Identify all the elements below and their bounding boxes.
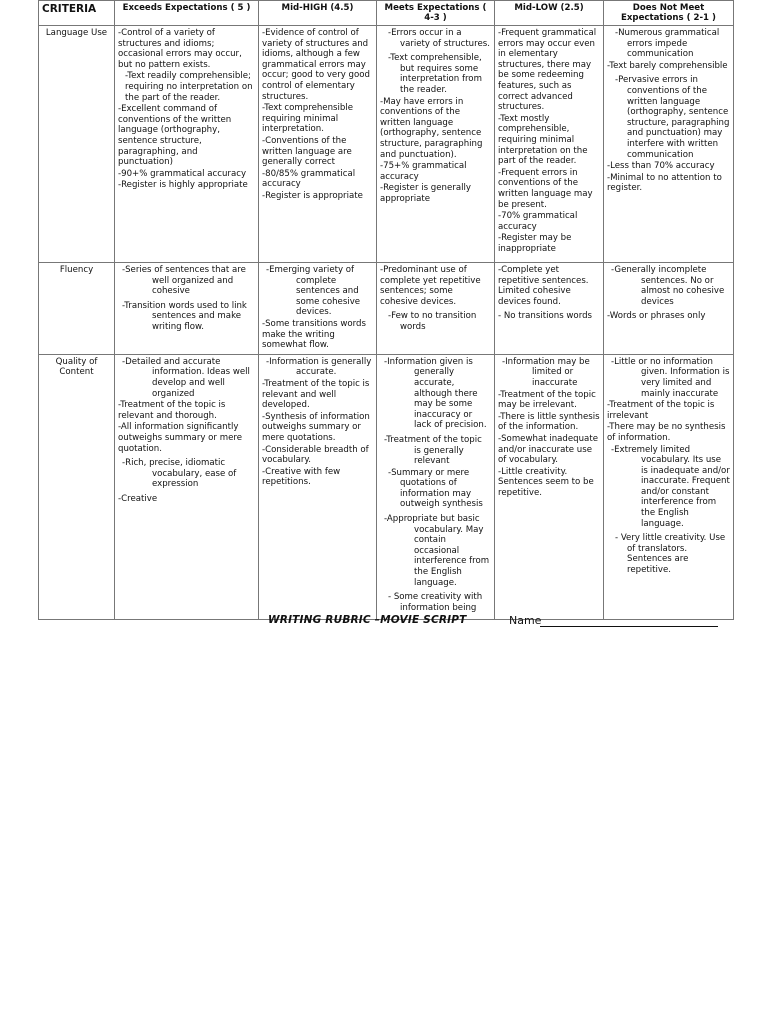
cell-line: -Treatment of the topic is generally relevant xyxy=(384,434,482,467)
criteria-language-use: Language Use xyxy=(39,26,115,263)
cell-line: -Transition words used to link sentences and make writing flow. xyxy=(122,300,247,332)
cell-language-meets xyxy=(377,26,495,263)
cell-line: -90+% grammatical accuracy xyxy=(118,168,247,179)
row-fluency xyxy=(39,263,734,355)
cell-line: -Text mostly comprehensible, requiring minimal interpretation on the part of the reader. xyxy=(498,113,588,167)
header-row xyxy=(39,1,734,26)
cell-fluency-exceeds xyxy=(115,263,259,355)
cell-line: -Series of sentences that are well organized and cohesive xyxy=(122,265,246,297)
cell-line: -Text comprehensible requiring minimal interpretation. xyxy=(262,103,354,135)
criteria-quality-of-content: Quality of Content xyxy=(39,354,115,619)
cell-fluency-meets xyxy=(377,263,495,355)
cell-line: -Control of a variety of structures and idioms; occasional errors may occur, but no pattern exists. xyxy=(118,28,242,70)
cell-line: -May have errors in conventions of the written language (orthography, sentence structure, paragraphing and punctuation). xyxy=(380,96,483,160)
cell-line: -Information is generally accurate. xyxy=(266,356,372,378)
cell-quality-doesnot xyxy=(604,354,734,619)
header-exceeds: Exceeds Expectations ( 5 ) xyxy=(115,1,259,26)
cell-line: -Register is generally appropriate xyxy=(380,183,471,204)
cell-line: -Evidence of control of variety of structures and idioms, although a few grammatical errors may occur; good to very good control of elementary structures. xyxy=(262,28,370,102)
cell-language-exceeds xyxy=(115,26,259,263)
cell-line: -Rich, precise, idiomatic vocabulary, ease of expression xyxy=(122,458,237,490)
cell-line: -Less than 70% accuracy xyxy=(607,161,715,172)
cell-line: -Predominant use of complete yet repetitive sentences; some cohesive devices. xyxy=(380,265,481,307)
cell-line: -Treatment of the topic is relevant and thorough. xyxy=(118,400,226,421)
cell-line: -80/85% grammatical accuracy xyxy=(262,168,356,190)
cell-line: -Summary or mere quotations of information may outweigh synthesis xyxy=(388,467,483,510)
cell-line: -Complete yet repetitive sentences. Limited cohesive devices found. xyxy=(498,265,589,307)
cell-line: -Text comprehensible, but requires some interpretation from the reader. xyxy=(388,53,482,95)
cell-line: -Emerging variety of complete sentences and some cohesive devices. xyxy=(266,265,361,318)
cell-line: - No transitions words xyxy=(498,311,593,322)
row-quality-of-content xyxy=(39,354,734,619)
cell-language-midlow xyxy=(495,26,604,263)
rubric-title: WRITING RUBRIC –MOVIE SCRIPT xyxy=(268,614,467,626)
rubric-table xyxy=(38,0,734,620)
cell-line: -Synthesis of information outweighs summary or mere quotations. xyxy=(262,411,370,443)
header-criteria: CRITERIA xyxy=(39,1,115,26)
criteria-fluency: Fluency xyxy=(39,263,115,355)
cell-line: -Information given is generally accurate, although there may be some inaccuracy or lack of precision. xyxy=(384,356,487,431)
cell-line: -Register may be inappropriate xyxy=(498,233,572,254)
cell-line: -All information significantly outweighs summary or mere quotation. xyxy=(118,422,242,454)
cell-line: -Little or no information given. Information is very limited and mainly inaccurate xyxy=(611,356,730,399)
cell-line: -Detailed and accurate information. Ideas well develop and well organized xyxy=(122,356,250,399)
cell-line: -Treatment of the topic is irrelevant xyxy=(607,400,715,421)
cell-line: -Frequent grammatical errors may occur even in elementary structures, there may be some redeeming features, such as correct advanced structures. xyxy=(498,28,597,113)
cell-line: -Treatment of the topic is relevant and well developed. xyxy=(262,378,370,411)
cell-line: -Excellent command of conventions of the written language (orthography, sentence structure, paragraphing, and punctuation) xyxy=(118,104,232,168)
cell-line: -Frequent errors in conventions of the written language may be present. xyxy=(498,167,593,210)
header-meets: Meets Expectations ( 4-3 ) xyxy=(377,1,495,26)
cell-line: -Text readily comprehensible; requiring no interpretation on the part of the reader. xyxy=(125,71,253,103)
cell-line: -Creative with few repetitions. xyxy=(262,466,341,488)
cell-line: -Register is highly appropriate xyxy=(118,180,248,191)
cell-line: - Some creativity with information being xyxy=(388,592,483,613)
cell-line: -Somewhat inadequate and/or inaccurate use of vocabulary. xyxy=(498,433,598,466)
cell-line: -Text barely comprehensible xyxy=(607,60,728,71)
cell-line: -Minimal to no attention to register. xyxy=(607,172,722,194)
cell-quality-exceeds xyxy=(115,354,259,619)
footer xyxy=(0,614,768,630)
cell-fluency-midlow xyxy=(495,263,604,355)
cell-line: -Errors occur in a variety of structures. xyxy=(388,28,490,49)
cell-quality-midlow xyxy=(495,354,604,619)
cell-line: -75+% grammatical accuracy xyxy=(380,161,467,182)
cell-line: -Information may be limited or inaccurate xyxy=(502,356,590,388)
cell-line: -70% grammatical accuracy xyxy=(498,211,578,232)
cell-line: - Very little creativity. Use of translators. Sentences are repetitive. xyxy=(615,533,726,576)
row-language-use xyxy=(39,26,734,263)
cell-line: -There is little synthesis of the information. xyxy=(498,411,600,433)
cell-line: -Considerable breadth of vocabulary. xyxy=(262,444,369,466)
cell-line: -There may be no synthesis of information. xyxy=(607,422,726,443)
header-midlow: Mid-LOW (2.5) xyxy=(495,1,604,26)
cell-quality-meets xyxy=(377,354,495,619)
cell-fluency-midhigh xyxy=(259,263,377,355)
cell-line: -Numerous grammatical errors impede communication xyxy=(615,28,720,60)
cell-language-doesnot xyxy=(604,26,734,263)
name-blank-line xyxy=(540,626,718,627)
cell-line: -Generally incomplete sentences. No or almost no cohesive devices xyxy=(611,265,725,307)
header-doesnot: Does Not Meet Expectations ( 2-1 ) xyxy=(604,1,734,26)
cell-line: -Creative xyxy=(118,493,158,504)
name-label: Name xyxy=(509,614,542,627)
cell-quality-midhigh xyxy=(259,354,377,619)
cell-fluency-doesnot xyxy=(604,263,734,355)
cell-line: -Conventions of the written language are generally correct xyxy=(262,135,352,168)
cell-line: -Extremely limited vocabulary. Its use is inadequate and/or inaccurate. Frequent and/or constant interference from the English language. xyxy=(611,444,730,529)
cell-line: -Few to no transition words xyxy=(388,311,477,332)
cell-line: -Treatment of the topic may be irrelevant. xyxy=(498,389,596,411)
cell-line: -Words or phrases only xyxy=(607,311,706,322)
cell-line: -Little creativity. Sentences seem to be repetitive. xyxy=(498,466,594,498)
cell-line: -Some transitions words make the writing somewhat flow. xyxy=(262,318,366,351)
header-midhigh: Mid-HIGH (4.5) xyxy=(259,1,377,26)
rubric-table-container xyxy=(38,0,733,613)
cell-line: -Appropriate but basic vocabulary. May contain occasional interference from the English language. xyxy=(384,514,490,588)
cell-line: -Pervasive errors in conventions of the written language (orthography, sentence structure, paragraphing and punctuation) may interfere with written communication xyxy=(615,75,730,160)
cell-line: -Register is appropriate xyxy=(262,190,363,201)
cell-language-midhigh xyxy=(259,26,377,263)
